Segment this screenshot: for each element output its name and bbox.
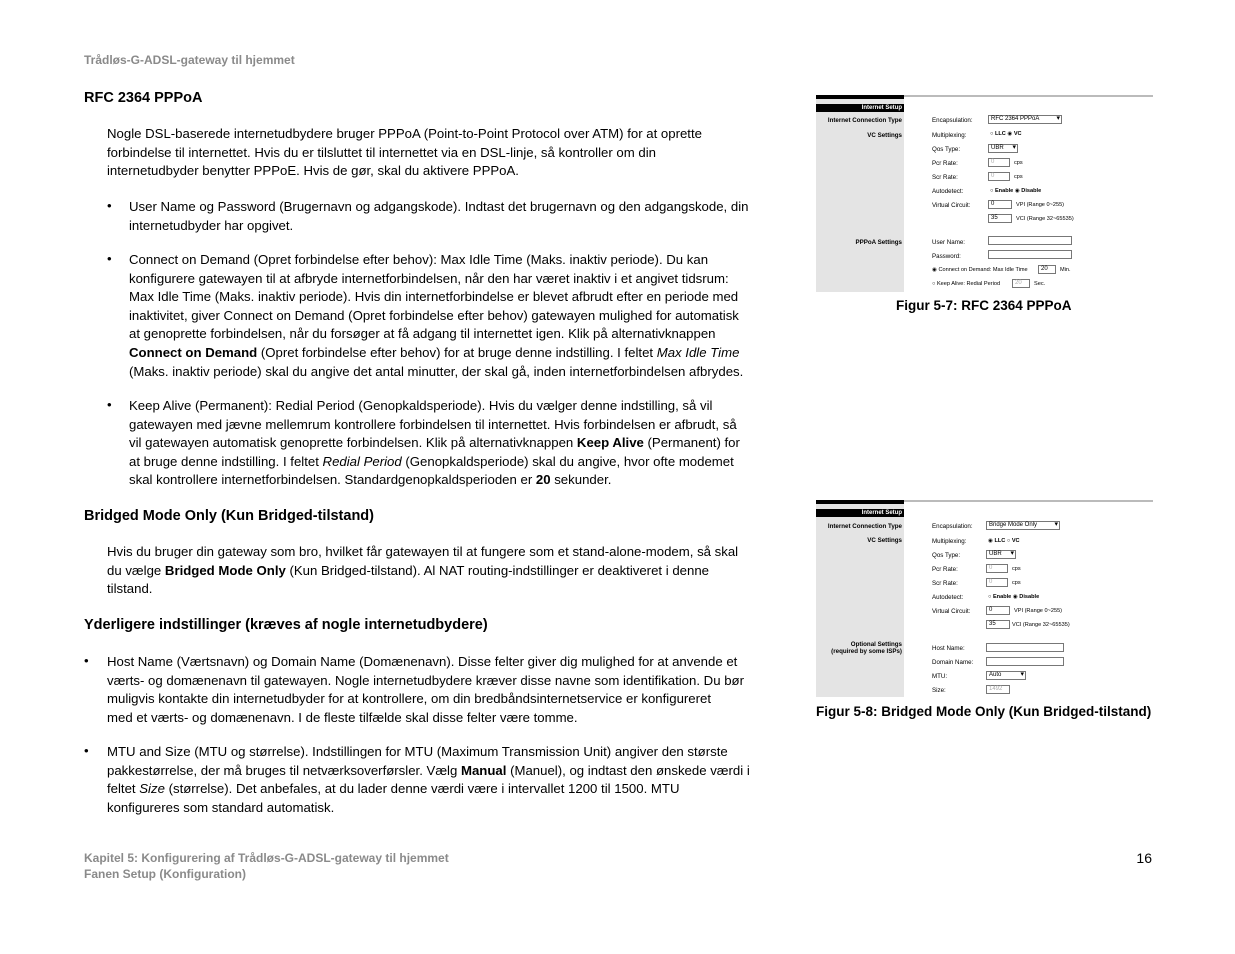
ka-label[interactable]: Keep Alive: Redial Period	[936, 281, 1001, 287]
bullet: •	[107, 198, 112, 213]
bullet: •	[84, 743, 89, 758]
section-heading-bridged: Bridged Mode Only (Kun Bridged-tilstand)	[84, 508, 374, 524]
section-vc-settings: VC Settings	[867, 132, 902, 139]
bold-term: Bridged Mode Only	[164, 562, 286, 578]
autodetect-label: Autodetect:	[932, 594, 964, 601]
bullet-mtu-size	[107, 743, 750, 817]
text-line: at genoprette forbindelsen, når du forsøger at få adgang til internettet igen. Klik på alternativknappen	[129, 326, 716, 342]
header-rule	[904, 95, 1153, 97]
italic-term: Size	[139, 781, 165, 797]
section-connection-type: Internet Connection Type	[827, 523, 902, 530]
encapsulation-label: Encapsulation:	[932, 117, 973, 124]
section-optional-settings: Optional Settings	[850, 641, 902, 648]
text-line: gatewayen med jævne mellemrum kontrollere forbindelsen til internettet. Hvis forbindelsen er afbrudt, så	[129, 416, 737, 432]
pcr-label: Pcr Rate:	[932, 566, 958, 573]
text-line: MTU and Size (MTU og størrelse). Indstillingen for MTU (Maximum Transmission Unit) angiver den største	[107, 744, 728, 759]
text-line: konfigurere gatewayen til at afbryde internetforbindelsen, når den har været inaktiv i et angivet tidsrum:	[129, 270, 729, 286]
running-header: Trådløs-G-ADSL-gateway til hjemmet	[84, 53, 295, 67]
text-line: inaktivitet, giver Connect on Demand (Opret forbindelse efter behov) gatewayen mulighed for automatisk	[129, 307, 739, 323]
text-span: (Kun Bridged-tilstand). Al NAT routing-indstillinger er deaktiveret i denne	[285, 562, 710, 578]
host-name-input[interactable]	[986, 643, 1064, 652]
scr-input[interactable]: 0	[986, 578, 1008, 587]
text-span: skal kontrollere internetforbindelsen. Standardgenopkaldsperioden er	[129, 472, 536, 488]
vc-option[interactable]: VC	[1013, 131, 1022, 137]
vpi-input[interactable]: 0	[986, 606, 1010, 615]
multiplexing-label: Multiplexing:	[932, 538, 967, 545]
keep-alive-row: ○ Keep Alive: Redial Period	[932, 281, 1001, 287]
autodetect-options: ○ Enable ◉ Disable	[990, 188, 1042, 194]
vpi-range: VPI (Range 0~255)	[1016, 202, 1065, 208]
section-optional-note: (required by some ISPs)	[831, 648, 902, 655]
header-bar	[816, 500, 904, 504]
section-connection-type: Internet Connection Type	[827, 117, 902, 124]
pcr-input[interactable]: 0	[986, 564, 1008, 573]
text-line: (Maks. inaktiv periode) skal du angive det antal minutter, der skal gå, inden internetforbindelsen afbrydes.	[129, 363, 744, 379]
vci-range: VCI (Range 32~65535)	[1016, 216, 1074, 222]
bullet-keep-alive	[129, 397, 740, 490]
bold-term: 20	[535, 472, 551, 488]
text-line	[129, 471, 740, 490]
scr-label: Scr Rate:	[932, 580, 958, 587]
password-label: Password:	[932, 253, 961, 260]
qos-label: Qos Type:	[932, 552, 961, 559]
virtual-circuit-label: Virtual Circuit:	[932, 202, 971, 209]
enable-option[interactable]: Enable	[992, 594, 1012, 600]
connect-on-demand-row: ◉ Connect on Demand: Max Idle Time	[932, 267, 1028, 273]
text-line	[129, 344, 743, 363]
bullet: •	[107, 251, 112, 266]
text-span: (Genopkaldsperiode) skal du angive, hvor ofte modemet	[401, 453, 734, 469]
domain-name-input[interactable]	[986, 657, 1064, 666]
mtu-select[interactable]: Auto ▾	[986, 671, 1026, 680]
text-span: vil gatewayen automatisk genoprette forbindelsen. Klik på alternativknappen	[129, 435, 577, 451]
figure-bridged-screenshot	[816, 500, 1153, 697]
disable-option[interactable]: Disable	[1019, 594, 1040, 600]
pcr-label: Pcr Rate:	[932, 160, 958, 167]
size-label: Size:	[932, 687, 946, 694]
figure-caption-5-7: Figur 5-7: RFC 2364 PPPoA	[896, 298, 1072, 313]
page-number: 16	[1136, 850, 1152, 866]
sec-unit: Sec.	[1034, 281, 1046, 287]
header-rule	[904, 500, 1153, 502]
text-span: (Opret forbindelse efter behov) for at bruge denne indstilling. I feltet	[257, 344, 657, 360]
size-input[interactable]: 1492	[986, 685, 1010, 694]
multiplexing-options: ◉ LLC ○ VC	[988, 538, 1020, 544]
host-name-label: Host Name:	[932, 645, 965, 652]
pcr-unit: cps	[1014, 160, 1023, 166]
multiplexing-options: ○ LLC ◉ VC	[990, 131, 1022, 137]
text-span: (Permanent) for	[643, 435, 740, 451]
encapsulation-select[interactable]: RFC 2364 PPPoA ▾	[988, 115, 1062, 124]
text-span: (Manuel), og indtast den ønskede værdi i	[506, 762, 750, 778]
qos-select[interactable]: UBR ▾	[988, 144, 1018, 153]
text-line	[107, 780, 750, 799]
max-idle-input[interactable]: 20	[1038, 265, 1056, 274]
text-line: værts- og domænenavn til gatewayen. Nogle internetudbydere kræver disse navne som identifikation. Du bør	[107, 672, 744, 688]
section-pppoa-settings: PPPoA Settings	[855, 239, 902, 246]
encapsulation-select[interactable]: Bridge Mode Only ▾	[986, 521, 1060, 530]
autodetect-label: Autodetect:	[932, 188, 964, 195]
qos-select[interactable]: UBR ▾	[986, 550, 1016, 559]
text-line: Keep Alive (Permanent): Redial Period (Genopkaldsperiode). Hvis du vælger denne indstilling, så vil	[129, 398, 713, 413]
text-line: forbindelse til internettet. Hvis du er tilsluttet til internettet via en DSL-linje, så kontroller om din	[107, 144, 657, 160]
bullet-host-domain	[107, 653, 744, 727]
bullet-username-password	[129, 198, 748, 235]
header-bar	[816, 95, 904, 99]
virtual-circuit-label: Virtual Circuit:	[932, 608, 971, 615]
bold-term: Manual	[460, 762, 507, 778]
vpi-input[interactable]: 0	[988, 200, 1012, 209]
text-line	[129, 453, 740, 472]
password-input[interactable]	[988, 250, 1072, 259]
text-line	[107, 562, 738, 581]
pcr-unit: cps	[1012, 566, 1021, 572]
section-heading-additional: Yderligere indstillinger (kræves af nogle internetudbydere)	[84, 617, 488, 633]
text-line	[129, 434, 740, 453]
footer-chapter: Kapitel 5: Konfigurering af Trådløs-G-ADSL-gateway til hjemmet	[84, 851, 449, 865]
bullet: •	[84, 653, 89, 668]
text-line	[107, 762, 750, 781]
llc-option[interactable]: LLC	[994, 131, 1006, 137]
text-span: feltet	[107, 781, 140, 797]
text-line: User Name og Password (Brugernavn og adgangskode). Indtast det brugernavn og den adgangskode, din	[129, 199, 749, 214]
cod-label[interactable]: Connect on Demand: Max Idle Time	[938, 267, 1028, 273]
footer-section: Fanen Setup (Konfiguration)	[84, 867, 246, 881]
scr-unit: cps	[1012, 580, 1021, 586]
encapsulation-label: Encapsulation:	[932, 523, 973, 530]
disable-option[interactable]: Disable	[1021, 188, 1042, 194]
bold-term: Connect on Demand	[129, 344, 258, 360]
multiplexing-label: Multiplexing:	[932, 132, 967, 139]
qos-label: Qos Type:	[932, 146, 961, 153]
text-line: Hvis du bruger din gateway som bro, hvilket får gatewayen til at fungere som et stand-alone-modem, så skal	[107, 544, 739, 559]
text-span: du vælge	[107, 562, 165, 578]
bold-term: Keep Alive	[576, 435, 644, 451]
italic-term: Max Idle Time	[656, 344, 740, 360]
tab-internet-setup: Internet Setup	[816, 509, 904, 517]
vci-range: VCI (Range 32~65535)	[1012, 622, 1070, 628]
enable-option[interactable]: Enable	[994, 188, 1014, 194]
domain-name-label: Domain Name:	[932, 659, 974, 666]
vci-input[interactable]: 35	[988, 214, 1012, 223]
vci-input[interactable]: 35	[986, 620, 1010, 629]
section-heading-rfc2364: RFC 2364 PPPoA	[84, 90, 203, 106]
intro-paragraph	[107, 125, 702, 181]
text-span: (størrelse). Det anbefales, at du lader denne værdi være i intervallet 1200 til 1500. MTU	[164, 781, 680, 797]
text-span: sekunder.	[550, 472, 612, 488]
vpi-range: VPI (Range 0~255)	[1014, 608, 1063, 614]
text-span: at bruge denne indstilling. I feltet	[129, 453, 323, 469]
text-line: tilstand.	[107, 581, 153, 597]
text-line: Connect on Demand (Opret forbindelse efter behov): Max Idle Time (Maks. inaktiv periode). Du kan	[129, 252, 709, 267]
bullet: •	[107, 397, 112, 412]
mtu-label: MTU:	[932, 673, 948, 680]
text-line: med et værts- og domænenavn. I de fleste tilfælde skal disse felter være tomme.	[107, 709, 578, 725]
section-vc-settings: VC Settings	[867, 537, 902, 544]
figure-caption-5-8: Figur 5-8: Bridged Mode Only (Kun Bridged-tilstand)	[816, 704, 1152, 719]
text-line: Max Idle Time (Maks. inaktiv periode). Hvis din internetforbindelse er blevet afbrudt efter en periode med	[129, 289, 739, 305]
bridged-paragraph	[107, 543, 738, 599]
text-line: internetudbyder benytter PPPoE. Hvis de gør, skal du aktivere PPPoA.	[107, 163, 519, 179]
username-label: User Name:	[932, 239, 966, 246]
text-line: Nogle DSL-baserede internetudbydere bruger PPPoA (Point-to-Point Protocol over ATM) for at oprette	[107, 126, 702, 141]
tab-internet-setup: Internet Setup	[816, 104, 904, 112]
min-unit: Min.	[1060, 267, 1071, 273]
settings-sidebar	[816, 95, 904, 292]
text-line: Host Name (Værtsnavn) og Domain Name (Domænenavn). Disse felter giver dig mulighed for at anvende et	[107, 654, 738, 669]
username-input[interactable]	[988, 236, 1072, 245]
bullet-connect-on-demand	[129, 251, 743, 381]
text-line: konfigureres som standard automatisk.	[107, 799, 335, 815]
scr-label: Scr Rate:	[932, 174, 958, 181]
redial-input[interactable]: 20	[1012, 279, 1030, 288]
figure-rfc2364-screenshot	[816, 95, 1153, 292]
italic-term: Redial Period	[322, 453, 402, 469]
vc-option[interactable]: VC	[1011, 538, 1020, 544]
scr-input[interactable]: 0	[988, 172, 1010, 181]
text-line: muligvis kontakte din internetudbyder for at kontrollere, om din bredbåndsinternetservice er konfigureret	[107, 691, 712, 707]
text-span: pakkestørrelse, der må bruges til netværksoverførsler. Vælg	[107, 762, 461, 778]
text-line: internetudbyder har opgivet.	[129, 217, 294, 233]
autodetect-options: ○ Enable ◉ Disable	[988, 594, 1040, 600]
scr-unit: cps	[1014, 174, 1023, 180]
llc-option[interactable]: LLC	[994, 538, 1006, 544]
pcr-input[interactable]: 0	[988, 158, 1010, 167]
